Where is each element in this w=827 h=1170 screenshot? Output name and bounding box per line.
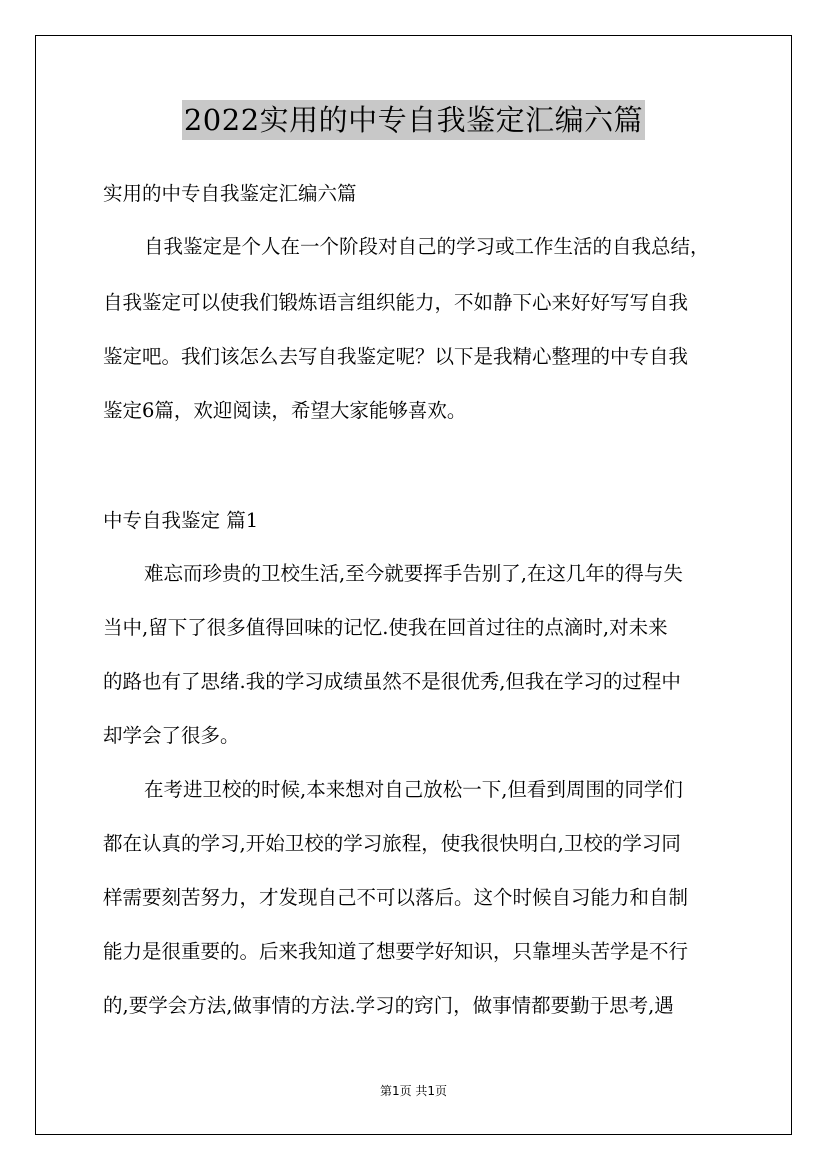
document-subtitle: 实用的中专自我鉴定汇编六篇 [103, 182, 357, 205]
page-number-footer: 第1页 共1页 [379, 1084, 448, 1098]
paragraph-line: 却学会了很多。 [103, 724, 240, 747]
paragraph-line: 的路也有了思绪.我的学习成绩虽然不是很优秀,但我在学习的过程中 [103, 670, 681, 693]
paragraph-line: 都在认真的学习,开始卫校的学习旅程，使我很快明白,卫校的学习同 [103, 832, 681, 855]
paragraph-line: 样需要刻苦努力，才发现自己不可以落后。这个时候自习能力和自制 [103, 886, 689, 909]
paragraph-line: 能力是很重要的。后来我知道了想要学好知识，只靠埋头苦学是不行 [103, 940, 689, 963]
intro-line: 鉴定6篇，欢迎阅读，希望大家能够喜欢。 [103, 399, 467, 422]
paragraph-line: 的,要学会方法,做事情的方法.学习的窍门，做事情都要勤于思考,遇 [103, 994, 674, 1017]
paragraph-line: 难忘而珍贵的卫校生活,至今就要挥手告别了,在这几年的得与失 [144, 562, 683, 585]
document-title: 2022实用的中专自我鉴定汇编六篇 [182, 100, 645, 140]
intro-line: 鉴定吧。我们该怎么去写自我鉴定呢？以下是我精心整理的中专自我 [103, 345, 689, 368]
intro-line: 自我鉴定是个人在一个阶段对自己的学习或工作生活的自我总结， [144, 235, 710, 258]
section-heading: 中专自我鉴定 篇1 [103, 509, 259, 532]
paragraph-line: 当中,留下了很多值得回味的记忆.使我在回首过往的点滴时,对未来 [103, 616, 668, 639]
title-container [0, 100, 827, 140]
intro-line: 自我鉴定可以使我们锻炼语言组织能力，不如静下心来好好写写自我 [103, 291, 689, 314]
paragraph-line: 在考进卫校的时候,本来想对自己放松一下,但看到周围的同学们 [144, 778, 683, 801]
